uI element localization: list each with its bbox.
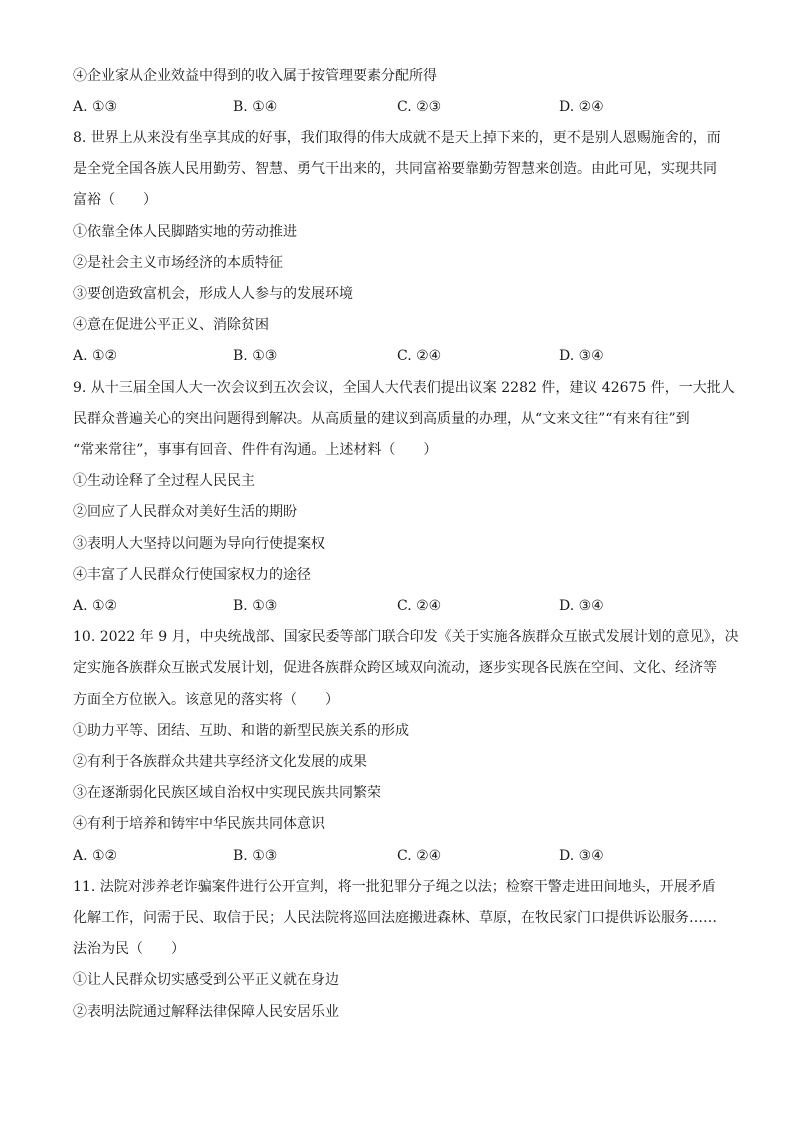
q7-option-d: D. ②④	[559, 99, 604, 115]
q9-option-c: C. ②④	[397, 598, 442, 614]
q8-stem-line-3: 富裕（ ）	[73, 192, 157, 208]
q9-options	[73, 597, 733, 615]
q9-option-d: D. ③④	[559, 598, 604, 614]
q7-item-4: ④企业家从企业效益中得到的收入属于按管理要素分配所得	[73, 68, 437, 84]
q10-stem-line-3: 方面全方位嵌入。该意见的落实将（ ）	[73, 692, 339, 708]
q9-option-b: B. ①③	[233, 598, 278, 614]
q10-options	[73, 847, 733, 865]
q9-option-a: A. ①②	[73, 598, 118, 614]
q8-options	[73, 347, 733, 365]
q7-option-c: C. ②③	[397, 99, 442, 115]
q10-option-d: D. ③④	[559, 848, 604, 864]
q8-stem-line-2: 是全党全国各族人民用勤劳、智慧、勇气干出来的，共同富裕要靠勤劳智慧来创造。由此可见，实现共同	[73, 161, 717, 177]
q9-item-4: ④丰富了人民群众行使国家权力的途径	[73, 567, 311, 583]
q9-stem-line-2: 民群众普遍关心的突出问题得到解决。从高质量的建议到高质量的办理，从“文来文往”“有来有往”到	[73, 411, 690, 427]
q10-option-c: C. ②④	[397, 848, 442, 864]
q9-stem-line-1: 9. 从十三届全国人大一次会议到五次会议，全国人大代表们提出议案 2282 件，建议 42675 件，一大批人	[73, 380, 735, 396]
q8-stem-line-1: 8. 世界上从来没有坐享其成的好事，我们取得的伟大成就不是天上掉下来的，更不是别人恩赐施舍的，而	[73, 130, 721, 146]
q8-option-d: D. ③④	[559, 348, 604, 364]
q11-stem-line-3: 法治为民（ ）	[73, 941, 185, 957]
q8-item-2: ②是社会主义市场经济的本质特征	[73, 255, 283, 271]
q10-option-b: B. ①③	[233, 848, 278, 864]
q11-item-1: ①让人民群众切实感受到公平正义就在身边	[73, 972, 339, 988]
q8-item-4: ④意在促进公平正义、消除贫困	[73, 317, 269, 333]
q9-item-2: ②回应了人民群众对美好生活的期盼	[73, 504, 297, 520]
q11-item-2: ②表明法院通过解释法律保障人民安居乐业	[73, 1004, 339, 1020]
q8-option-c: C. ②④	[397, 348, 442, 364]
q11-stem-line-1: 11. 法院对涉养老诈骗案件进行公开宣判，将一批犯罪分子绳之以法；检察干警走进田间地头，开展矛盾	[73, 879, 716, 895]
q7-options	[73, 98, 733, 116]
q8-item-3: ③要创造致富机会，形成人人参与的发展环境	[73, 286, 353, 302]
q9-stem-line-3: “常来常往”，事事有回音、件件有沟通。上述材料（ ）	[73, 442, 438, 458]
q10-stem-line-2: 定实施各族群众互嵌式发展计划，促进各族群众跨区域双向流动，逐步实现各民族在空间、文化、经济等	[73, 660, 717, 676]
q8-item-1: ①依靠全体人民脚踏实地的劳动推进	[73, 224, 297, 240]
q10-item-1: ①助力平等、团结、互助、和谐的新型民族关系的形成	[73, 723, 409, 739]
q11-stem-line-2: 化解工作，问需于民、取信于民；人民法院将巡回法庭搬进森林、草原，在牧民家门口提供诉讼服务……	[73, 910, 717, 926]
q10-item-4: ④有利于培养和铸牢中华民族共同体意识	[73, 816, 325, 832]
q9-item-1: ①生动诠释了全过程人民民主	[73, 473, 255, 489]
q10-item-2: ②有利于各族群众共建共享经济文化发展的成果	[73, 754, 367, 770]
q8-option-b: B. ①③	[233, 348, 278, 364]
q7-option-b: B. ①④	[233, 99, 278, 115]
q9-item-3: ③表明人大坚持以问题为导向行使提案权	[73, 536, 325, 552]
q7-option-a: A. ①③	[73, 99, 118, 115]
q10-item-3: ③在逐渐弱化民族区域自治权中实现民族共同繁荣	[73, 785, 381, 801]
q10-option-a: A. ①②	[73, 848, 118, 864]
q8-option-a: A. ①②	[73, 348, 118, 364]
q10-stem-line-1: 10. 2022 年 9 月，中央统战部、国家民委等部门联合印发《关于实施各族群众互嵌式发展计划的意见》，决	[73, 629, 739, 645]
